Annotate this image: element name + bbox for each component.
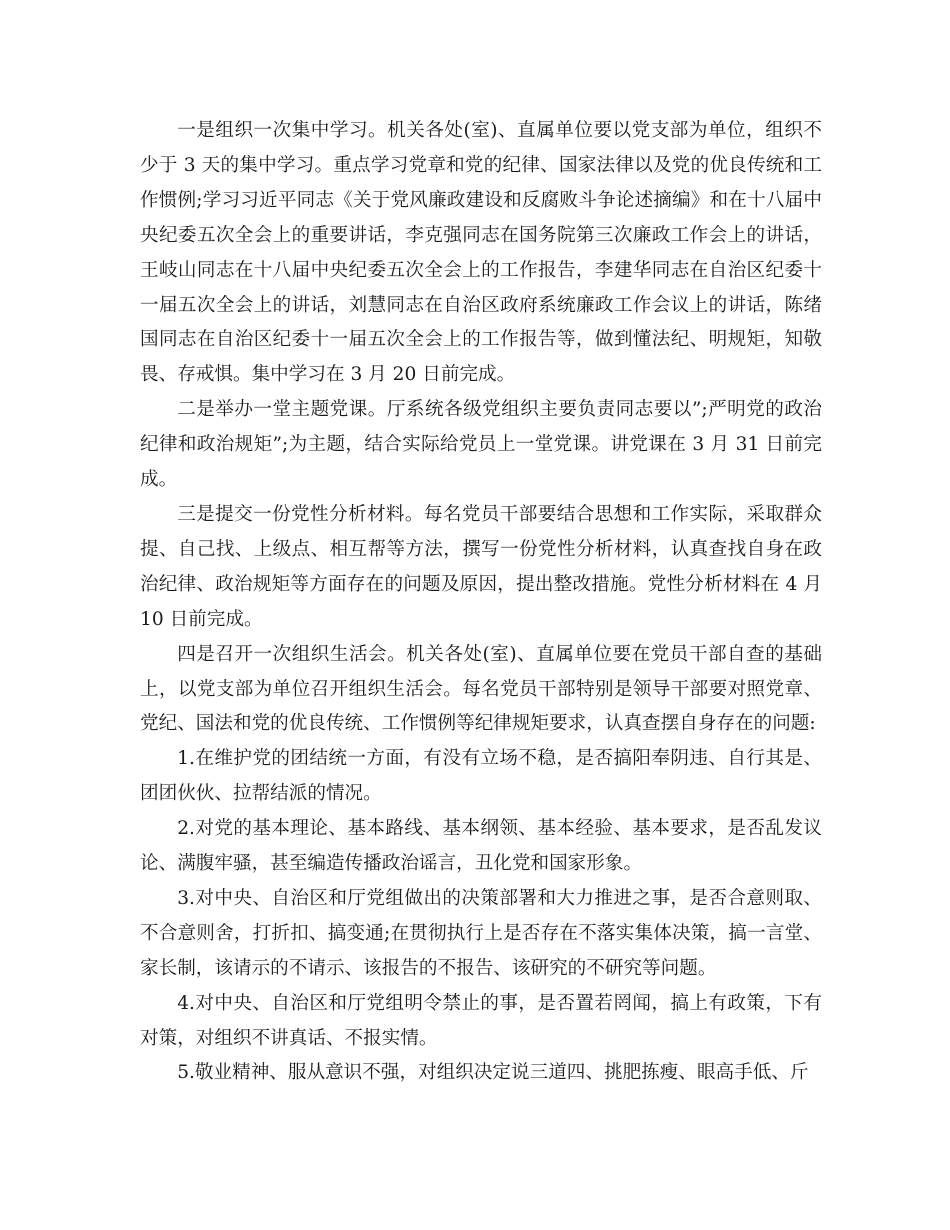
paragraph-study: 一是组织一次集中学习。机关各处(室)、直属单位要以党支部为单位，组织不少于 3 天的集中学习。重点学习党章和党的纪律、国家法律以及党的优良传统和工作惯例;学习习近平同志《关于党风廉政建设和反腐败斗争论述摘编》和在十八届中央纪委五次全会上的重要讲话，李克强同志在国务院第三次廉政工作会上的讲话，王岐山同志在十八届中央纪委五次全会上的工作报告，李建华同志在自治区纪委十一届五次全会上的讲话，刘慧同志在自治区政府系统廉政工作会议上的讲话，陈绪国同志在自治区纪委十一届五次全会上的工作报告等，做到懂法纪、明规矩，知敬畏、存戒惧。集中学习在 3 月 20 日前完成。 [140,120,822,386]
list-item-1: 1.在维护党的团结统一方面，有没有立场不稳，是否搞阳奉阴违、自行其是、团团伙伙、拉帮结派的情况。 [140,748,822,805]
list-item-3: 3.对中央、自治区和厅党组做出的决策部署和大力推进之事，是否合意则取、不合意则舍，打折扣、搞变通;在贯彻执行上是否存在不落实集体决策，搞一言堂、家长制，该请示的不请示、该报告的不报告、该研究的不研究等问题。 [140,887,822,979]
list-item-4: 4.对中央、自治区和厅党组明令禁止的事，是否置若罔闻，搞上有政策，下有对策，对组织不讲真话、不报实情。 [140,992,822,1049]
list-item-5: 5.敬业精神、服从意识不强，对组织决定说三道四、挑肥拣瘦、眼高手低、斤 [177,1062,809,1084]
paragraph-organization-meeting: 四是召开一次组织生活会。机关各处(室)、直属单位要在党员干部自查的基础上，以党支部为单位召开组织生活会。每名党员干部特别是领导干部要对照党章、党纪、国法和党的优良传统、工作惯例等纪律规矩要求，认真查摆自身存在的问题: [140,643,822,735]
paragraph-analysis-material: 三是提交一份党性分析材料。每名党员干部要结合思想和工作实际，采取群众提、自己找、上级点、相互帮等方法，撰写一份党性分析材料，认真查找自身在政治纪律、政治规矩等方面存在的问题及原因，提出整改措施。党性分析材料在 4 月 10 日前完成。 [140,503,822,630]
list-item-2: 2.对党的基本理论、基本路线、基本纲领、基本经验、基本要求，是否乱发议论、满腹牢骚，甚至编造传播政治谣言，丑化党和国家形象。 [140,818,822,875]
paragraph-party-lecture: 二是举办一堂主题党课。厅系统各级党组织主要负责同志要以”;严明党的政治纪律和政治规矩”;为主题，结合实际给党员上一堂党课。讲党课在 3 月 31 日前完成。 [140,399,822,491]
document-body [140,114,822,1091]
